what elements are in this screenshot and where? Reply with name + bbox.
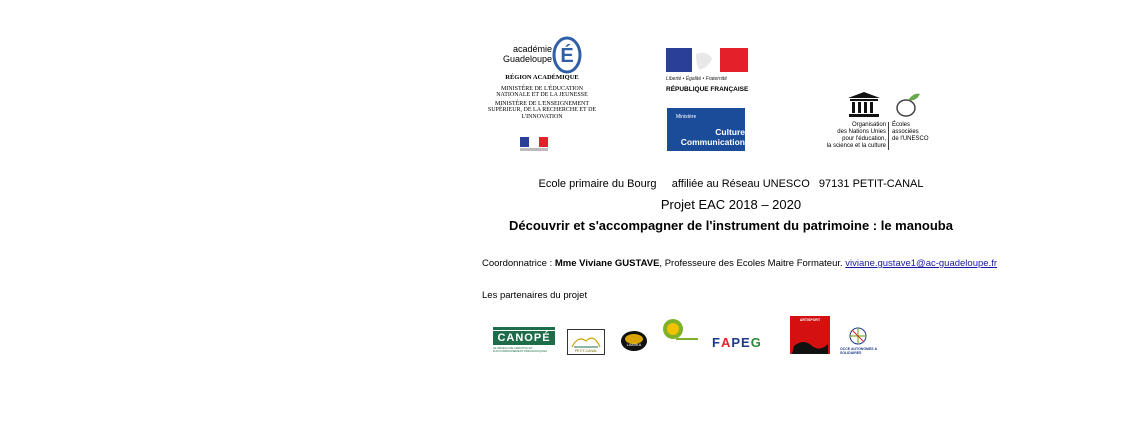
artisport-label: ARTISPORT (799, 318, 821, 322)
unesco-ecoles-line: Écoles (892, 122, 911, 128)
coordination-line (482, 258, 997, 269)
academie-initial: É (560, 45, 574, 67)
academie-text (484, 75, 600, 122)
mini-marianne-flag (520, 137, 548, 151)
project-subtitle: Découvrir et s'accompagner de l'instrument du patrimoine : le manouba (509, 218, 953, 233)
petit-canal-icon (568, 331, 604, 349)
unesco-org-line: Organisation (851, 122, 886, 128)
green-partner-logo (660, 318, 700, 346)
ministere-enseignement: MINISTÈRE DE L'ENSEIGNEMENT SUPÉRIEUR, DE LA RECHERCHE ET DE L'INNOVATION (487, 100, 597, 120)
coordinator-role: , Professeure des Ecoles Maitre Formateur. (659, 258, 846, 269)
academie-word: académie (512, 44, 552, 54)
lamika-logo (620, 330, 648, 352)
petit-canal-label: PETIT-CANAL (574, 349, 598, 353)
fapeg-letter: G (750, 335, 762, 350)
fapeg-letter: P (731, 335, 742, 350)
unesco-org-line: des Nations Unies (837, 129, 886, 135)
unesco-divider (888, 122, 889, 150)
culture-ministere-label: Ministère (676, 114, 697, 120)
unesco-ecoles-text (892, 122, 942, 143)
occe-icon (840, 326, 878, 346)
unesco-org-line: la science et la culture (826, 143, 886, 149)
artisport-logo (790, 316, 830, 354)
culture-label: Culture (715, 127, 745, 137)
coordinator-name: Mme Viviane GUSTAVE (554, 258, 660, 269)
project-title: Projet EAC 2018 – 2020 (660, 197, 802, 212)
canope-logo (493, 327, 555, 354)
lamika-icon (620, 330, 648, 352)
unesco-ecoles-line: de l'UNESCO (892, 136, 929, 142)
coordinator-email-link[interactable]: viviane.gustave1@ac-guadeloupe.fr (845, 258, 997, 269)
artisport-icon (790, 316, 830, 354)
republique-francaise: RÉPUBLIQUE FRANÇAISE (666, 86, 749, 93)
lamika-label: LAMIKA (626, 342, 642, 347)
academie-guadeloupe-logo (502, 28, 590, 76)
school-line: Ecole primaire du Bourg affiliée au Réseau UNESCO 97131 PETIT-CANAL (538, 178, 924, 190)
unesco-org-text (820, 122, 886, 150)
petit-canal-logo (567, 329, 605, 355)
guadeloupe-word: Guadeloupe (502, 54, 552, 64)
unesco-leaf-icon (892, 90, 922, 120)
partners-label: Les partenaires du projet (482, 290, 588, 301)
unesco-temple-icon (846, 90, 882, 118)
unesco-org-line: pour l'éducation, (842, 136, 886, 142)
fapeg-letter: F (712, 335, 721, 350)
coordination-label: Coordonnatrice : (482, 258, 555, 269)
fapeg-logo (712, 335, 782, 351)
ministere-culture-logo (667, 108, 745, 151)
marianne-motto: Liberté • Égalité • Fraternité (666, 76, 728, 82)
communication-label: Communication (680, 137, 745, 147)
fapeg-letter: A (720, 335, 732, 350)
region-academique: RÉGION ACADÉMIQUE (505, 74, 579, 81)
occe-label: OCCE AUTONOMES & SOLIDAIRES (840, 347, 878, 355)
occe-logo (840, 326, 878, 356)
unesco-ecoles-line: associées (892, 129, 919, 135)
fapeg-letter: E (741, 335, 751, 350)
ministere-education: MINISTÈRE DE L'ÉDUCATION NATIONALE ET DE LA JEUNESSE (496, 85, 588, 98)
canope-label: CANOPÉ (493, 331, 555, 345)
canope-subtitle: LE RÉSEAU DE CRÉATION ET D'ACCOMPAGNEMENT PÉDAGOGIQUES (493, 346, 548, 353)
